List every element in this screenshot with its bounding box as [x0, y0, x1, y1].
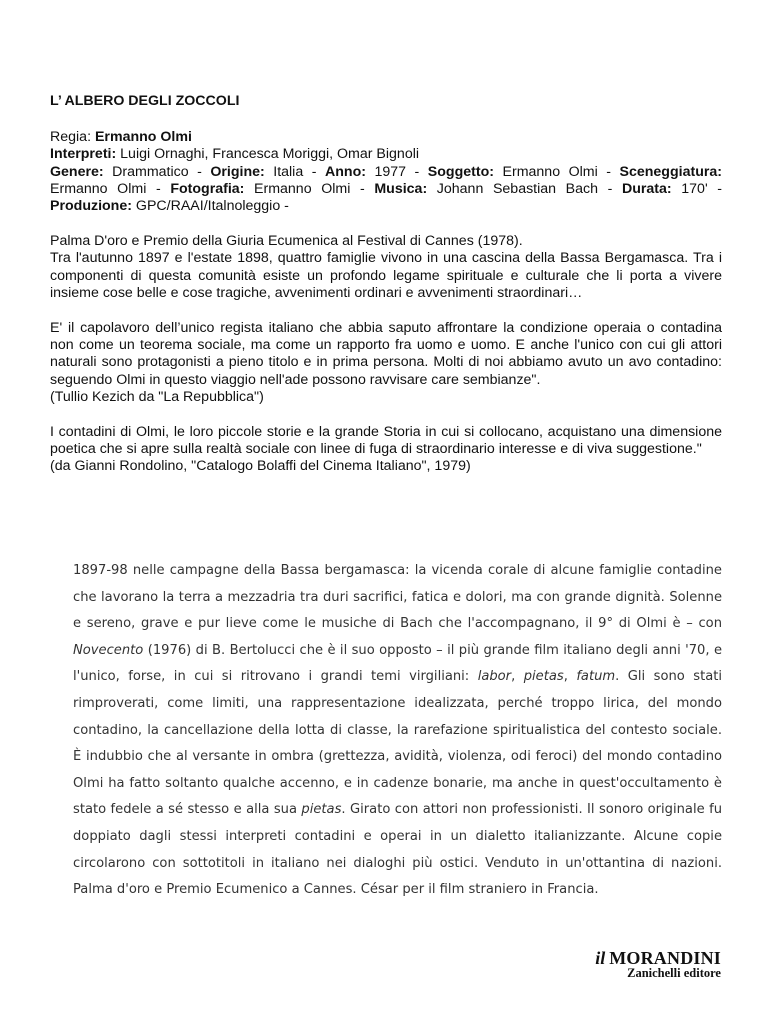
morandini-review: [73, 558, 722, 904]
origine-label: Origine:: [210, 163, 265, 180]
fotografia-label: Fotografia:: [170, 180, 245, 197]
review-rondolino-source: (da Gianni Rondolino, "Catalogo Bolaffi del Cinema Italiano", 1979): [50, 458, 471, 475]
origine-value: Italia -: [264, 163, 325, 180]
logo-publisher: Zanichelli editore: [627, 966, 721, 980]
durata-label: Durata:: [621, 180, 672, 197]
novecento-title: Novecento: [73, 642, 144, 658]
durata-value: 170' -: [671, 180, 722, 197]
anno-value: 1977 -: [365, 163, 428, 180]
synopsis-text: Tra l'autunno 1897 e l'estate 1898, quattro famiglie vivono in una cascina della Bassa Bergamasca. Tra i componenti di questa comunità esiste un profondo legame spirituale e culturale che li porta a vivere insieme cose belle e cose tragiche, avvenimenti ordinari e avvenimenti straordinari…: [50, 250, 722, 301]
pietas-word-2: pietas: [301, 802, 342, 818]
produzione-value: GPC/RAAI/Italnoleggio -: [131, 198, 289, 215]
review-kezich: [50, 320, 722, 406]
film-title: L’ ALBERO DEGLI ZOCCOLI: [50, 93, 240, 109]
morandini-text-3: . Gli sono stati rimproverati, come limiti, una rappresentazione idealizzata, perché troppo lirica, del mondo contadino, la cancellazione della lotta di classe, la rarefazione spiritualistica del contesto sociale. È indubbio che al versante in ombra (grettezza, avidità, violenza, odi feroci) del mondo contadino Olmi ha fatto soltanto qualche accenno, e in cadenze bonarie, ma anche in quest'occultamento è stato fedele a sé stesso e alla sua: [73, 669, 722, 818]
pietas-word-1: pietas: [523, 669, 564, 685]
interpreti-label: Interpreti:: [50, 146, 117, 163]
review-kezich-text: E' il capolavoro dell’unico regista italiano che abbia saputo affrontare la condizione operaia o contadina non come un teorema sociale, ma come un rapporto fra uomo e uomo. E anche l'unico con cui gli attori naturali sono protagonisti a pieno titolo e in prima persona. Molti di noi abbiamo avuto un avo contadino: seguendo Olmi in questo viaggio nell'ade possono ravvisare care sembianze".: [50, 320, 722, 388]
morandini-logo: [595, 948, 721, 981]
musica-label: Musica:: [374, 180, 428, 197]
award-line: Palma D'oro e Premio della Giuria Ecumenica al Festival di Cannes (1978).: [50, 233, 523, 250]
sceneggiatura-value: Ermanno Olmi -: [50, 180, 171, 197]
soggetto-value: Ermanno Olmi -: [494, 163, 620, 180]
main-text-block: [50, 93, 722, 494]
regia-label: Regia:: [50, 129, 92, 146]
credits-block: [50, 129, 722, 215]
morandini-text-4: . Girato con attori non professionisti. Il sonoro originale fu doppiato dagli stessi interpreti contadini e operai in un dialetto italianizzante. Alcune copie circolarono con sottotitoli in italiano nei dialoghi più ostici. Venduto in un'ottantina di nazioni. Palma d'oro e Premio Ecumenico a Cannes. César per il film straniero in Francia.: [73, 802, 722, 898]
sceneggiatura-label: Sceneggiatura:: [619, 163, 722, 180]
genere-label: Genere:: [50, 163, 104, 180]
soggetto-label: Soggetto:: [427, 163, 494, 180]
morandini-text-1: 1897-98 nelle campagne della Bassa bergamasca: la vicenda corale di alcune famiglie contadine che lavorano la terra a mezzadria tra duri sacrifici, fatica e dolori, ma con grande dignità. Solenne e sereno, grave e pur lieve come le musiche di Bach che l'accompagnano, il 9° di Olmi è – con: [73, 563, 722, 632]
genere-value: Drammatico -: [103, 163, 211, 180]
musica-value: Johann Sebastian Bach -: [427, 180, 622, 197]
produzione-label: Produzione:: [50, 198, 132, 215]
review-rondolino: [50, 424, 722, 476]
fotografia-value: Ermanno Olmi -: [244, 180, 375, 197]
review-kezich-source: (Tullio Kezich da "La Repubblica"): [50, 388, 264, 405]
synopsis-paragraph: [50, 233, 722, 302]
review-rondolino-text: I contadini di Olmi, le loro piccole storie e la grande Storia in cui si collocano, acquistano una dimensione poetica che si apre sulla realtà sociale con linee di fuga di straordinario interesse e di viva suggestione.": [50, 424, 722, 458]
regia-value: Ermanno Olmi: [94, 129, 192, 146]
labor-word: labor: [477, 669, 512, 685]
fatum-word: fatum: [576, 669, 616, 685]
separator-1: ,: [511, 669, 524, 685]
morandini-text-2: (1976) di B. Bertolucci che è il suo opposto – il più grande film italiano degli anni '70, e l'unico, forse, in cui si ritrovano i grandi temi virgiliani:: [73, 642, 722, 685]
anno-label: Anno:: [324, 163, 366, 180]
interpreti-value: Luigi Ornaghi, Francesca Moriggi, Omar Bignoli: [116, 146, 420, 163]
logo-il: il: [595, 948, 606, 968]
logo-name: MORANDINI: [609, 948, 721, 968]
separator-2: ,: [563, 669, 577, 685]
